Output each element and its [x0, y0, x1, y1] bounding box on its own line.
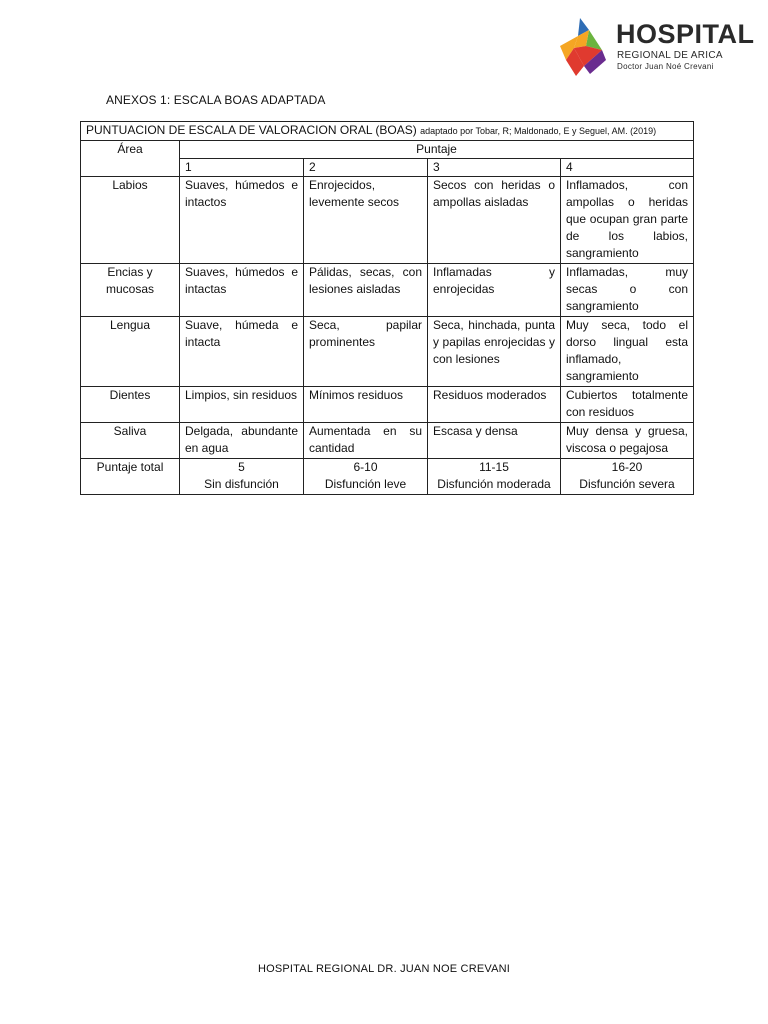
table-title: PUNTUACION DE ESCALA DE VALORACION ORAL (BOAS): [86, 123, 417, 137]
area-cell: Dientes: [81, 387, 180, 423]
total-label-text: Disfunción moderada: [437, 477, 551, 491]
total-cell: [428, 459, 561, 495]
area-cell: Labios: [81, 177, 180, 264]
table-row: [81, 177, 694, 264]
total-label-text: Sin disfunción: [204, 477, 279, 491]
table-cell: Cubiertos totalmente con residuos: [561, 387, 694, 423]
score-header: 1: [180, 159, 304, 177]
total-score: 11-15: [479, 460, 509, 474]
table-row: [81, 423, 694, 459]
table-cell: Enrojecidos, levemente secos: [304, 177, 428, 264]
total-cell: [561, 459, 694, 495]
table-cell: Residuos moderados: [428, 387, 561, 423]
logo-doctor-name: Doctor Juan Noé Crevani: [617, 62, 714, 71]
total-cell: [180, 459, 304, 495]
table-cell: Secos con heridas o ampollas aisladas: [428, 177, 561, 264]
total-score: 16-20: [611, 460, 643, 474]
table-row: [81, 317, 694, 387]
score-header: 4: [561, 159, 694, 177]
table-title-row: [81, 122, 694, 141]
table-row: [81, 387, 694, 423]
boas-table: [80, 121, 694, 495]
table-cell: Aumentada en su cantidad: [304, 423, 428, 459]
total-score: 5: [238, 460, 245, 474]
total-score: 6-10: [353, 460, 378, 474]
total-label: Puntaje total: [81, 459, 180, 495]
table-header-row: [81, 141, 694, 159]
hospital-logo: [556, 16, 755, 80]
hospital-emblem-icon: [556, 16, 612, 80]
area-cell: Lengua: [81, 317, 180, 387]
table-cell: Escasa y densa: [428, 423, 561, 459]
area-cell: Saliva: [81, 423, 180, 459]
page-footer: HOSPITAL REGIONAL DR. JUAN NOE CREVANI: [257, 963, 511, 975]
total-label-text: Disfunción severa: [579, 477, 675, 491]
table-title-cell: [81, 122, 694, 141]
table-cell: Mínimos residuos: [304, 387, 428, 423]
table-citation: adaptado por Tobar, R; Maldonado, E y Seguel, AM. (2019): [420, 126, 657, 136]
table-cell: Suave, húmeda e intacta: [180, 317, 304, 387]
total-row: [81, 459, 694, 495]
logo-subtitle: REGIONAL DE ARICA: [617, 50, 723, 61]
table-cell: Muy seca, todo el dorso lingual esta inflamado, sangramiento: [561, 317, 694, 387]
score-header: 3: [428, 159, 561, 177]
puntaje-header: Puntaje: [180, 141, 694, 159]
table-cell: Limpios, sin residuos: [180, 387, 304, 423]
table-cell: Delgada, abundante en agua: [180, 423, 304, 459]
logo-title: HOSPITAL: [616, 19, 755, 49]
table-cell: Seca, papilar prominentes: [304, 317, 428, 387]
area-cell: Encias y mucosas: [81, 264, 180, 317]
score-header: 2: [304, 159, 428, 177]
table-cell: Suaves, húmedos e intactos: [180, 177, 304, 264]
table-cell: Pálidas, secas, con lesiones aisladas: [304, 264, 428, 317]
table-cell: Inflamadas y enrojecidas: [428, 264, 561, 317]
total-cell: [304, 459, 428, 495]
total-label-text: Disfunción leve: [324, 477, 407, 491]
table-cell: Muy densa y gruesa, viscosa o pegajosa: [561, 423, 694, 459]
table-cell: Suaves, húmedos e intactas: [180, 264, 304, 317]
page-heading: ANEXOS 1: ESCALA BOAS ADAPTADA: [106, 93, 326, 107]
table-row: [81, 264, 694, 317]
table-cell: Seca, hinchada, punta y papilas enrojecidas y con lesiones: [428, 317, 561, 387]
area-header: Área: [81, 141, 180, 177]
table-cell: Inflamados, con ampollas o heridas que ocupan gran parte de los labios, sangramiento: [561, 177, 694, 264]
table-cell: Inflamadas, muy secas o con sangramiento: [561, 264, 694, 317]
